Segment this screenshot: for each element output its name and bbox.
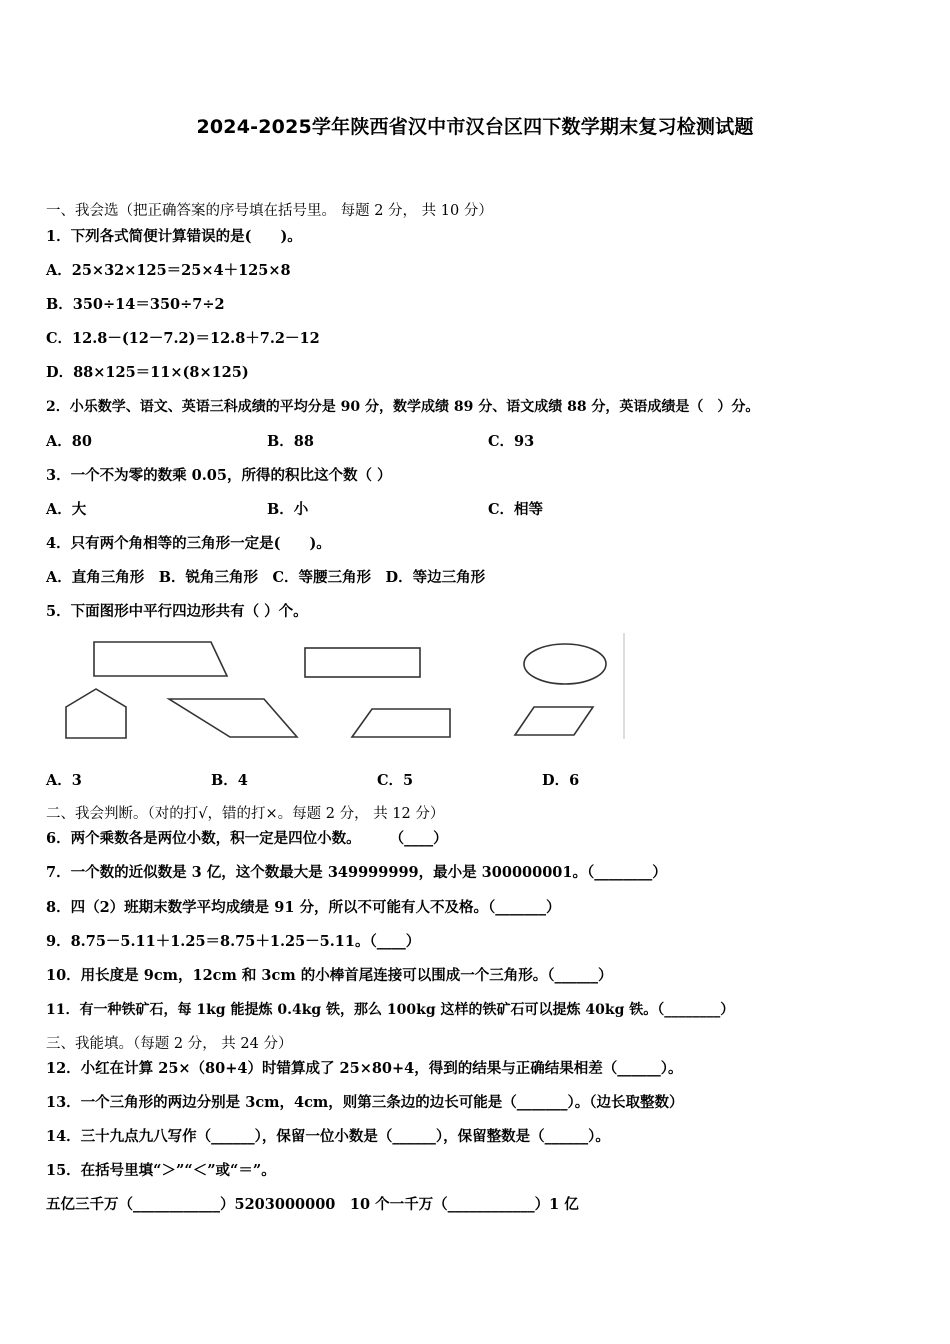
q1-option-c: C．12.8－(12－7.2)＝12.8＋7.2－12 (46, 330, 320, 347)
shape-trapezoid (94, 642, 227, 676)
question-7: 7．一个数的近似数是 3 亿，这个数最大是 349999999，最小是 300000001。（________） (46, 864, 667, 881)
shape-trapezoid-2 (352, 709, 450, 737)
question-1: 1．下列各式简便计算错误的是( )。 (46, 228, 302, 245)
shape-ellipse (524, 644, 606, 684)
question-5: 5．下面图形中平行四边形共有（ ）个。 (46, 603, 308, 620)
q2-option-c: C．93 (488, 433, 535, 450)
question-10: 10．用长度是 9cm，12cm 和 3cm 的小棒首尾连接可以围成一个三角形。（______） (46, 967, 613, 984)
q3-option-b: B．小 (267, 501, 309, 518)
question-14: 14．三十九点九八写作（______），保留一位小数是（______），保留整数是（______）。 (46, 1128, 610, 1145)
question-3: 3．一个不为零的数乘 0.05，所得的积比这个数（ ） (46, 467, 392, 484)
q1-option-d: D．88×125＝11×(8×125) (46, 364, 249, 381)
question-11: 11．有一种铁矿石，每 1kg 能提炼 0.4kg 铁，那么 100kg 这样的铁矿石可以提炼 40kg 铁。（________） (46, 1002, 735, 1018)
q2-option-b: B．88 (267, 433, 314, 450)
q3-option-c: C．相等 (488, 501, 544, 518)
q5-option-d: D．6 (542, 772, 580, 789)
q1-option-a: A．25×32×125＝25×4＋125×8 (46, 262, 291, 279)
q3-option-a: A．大 (46, 501, 87, 518)
question-6: 6．两个乘数各是两位小数，积一定是四位小数。 （____） (46, 830, 448, 847)
q4-options: A．直角三角形 B．锐角三角形 C．等腰三角形 D．等边三角形 (46, 569, 486, 586)
shape-pentagon (66, 689, 126, 738)
shape-parallelogram-1 (169, 699, 297, 737)
question-15-comparisons: 五亿三千万（____________）5203000000 10 个一千万（____________）1 亿 (46, 1196, 579, 1213)
question-12: 12．小红在计算 25×（80+4）时错算成了 25×80+4，得到的结果与正确结果相差（______）。 (46, 1060, 683, 1077)
shape-parallelogram-2 (515, 707, 593, 735)
question-8: 8．四（2）班期末数学平均成绩是 91 分，所以不可能有人不及格。（_______） (46, 899, 561, 916)
section-1-heading: 一、我会选（把正确答案的序号填在括号里。 每题 2 分， 共 10 分） (46, 203, 493, 219)
section-2-heading: 二、我会判断。（对的打√，错的打×。每题 2 分， 共 12 分） (46, 806, 445, 822)
question-2: 2．小乐数学、语文、英语三科成绩的平均分是 90 分，数学成绩 89 分、语文成绩 88 分，英语成绩是（ ）分。 (46, 399, 760, 415)
question-4: 4．只有两个角相等的三角形一定是( )。 (46, 535, 331, 552)
q1-option-b: B．350÷14＝350÷7÷2 (46, 296, 225, 313)
page-title: 2024-2025学年陕西省汉中市汉台区四下数学期末复习检测试题 (196, 116, 754, 138)
q5-option-c: C．5 (377, 772, 414, 789)
question-15: 15．在括号里填“＞”“＜”或“＝”。 (46, 1162, 276, 1179)
q5-option-a: A．3 (46, 772, 82, 789)
question-9: 9．8.75－5.11＋1.25＝8.75＋1.25－5.11。（____） (46, 933, 421, 950)
q5-option-b: B．4 (211, 772, 248, 789)
question-13: 13．一个三角形的两边分别是 3cm，4cm，则第三条边的边长可能是（_______）。（边长取整数） (46, 1094, 684, 1111)
q2-option-a: A．80 (46, 433, 92, 450)
section-3-heading: 三、我能填。（每题 2 分， 共 24 分） (46, 1036, 293, 1052)
shape-rectangle (305, 648, 420, 677)
